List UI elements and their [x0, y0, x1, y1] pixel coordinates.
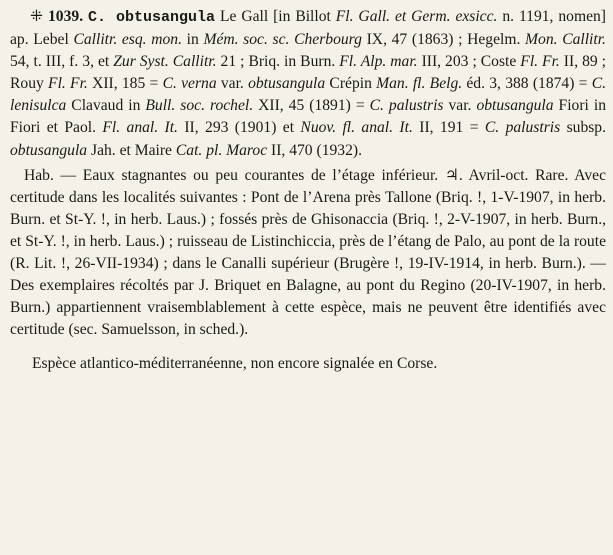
citation-text: 54, t. III, f. 3, et [10, 53, 114, 71]
citation-text: IX, 47 (1863) ; Hegelm. [361, 31, 526, 49]
citation-text: 21 ; Briq. in Burn. [216, 53, 340, 71]
citation-title: obtusangula [10, 141, 88, 159]
citation-title: obtusangula [476, 97, 554, 115]
citation-title: C. palustris [484, 119, 561, 137]
citation-title: Fl. Gall. et Germ. exsicc. [335, 8, 498, 25]
citation-text: var. [216, 75, 249, 93]
citation-text: Jah. et Maire [87, 141, 176, 159]
citation-title: Man. fl. Belg. [376, 75, 463, 93]
distribution-note: Espèce atlantico-méditerranéenne, non encore signalée en Corse. [32, 355, 438, 373]
taxon-marker: ⁜ [30, 8, 44, 25]
citation-text: var. [443, 97, 477, 115]
taxon-author: Le Gall [219, 8, 269, 25]
citation-title: Zur Syst. Callitr. [113, 53, 217, 71]
citation-title: C. verna [162, 75, 217, 93]
citation-text: [in Billot [273, 8, 336, 25]
citation-title: Mém. soc. sc. Cherbourg [203, 31, 362, 49]
citation-text: XII, 185 = [87, 75, 163, 93]
citation-title: Fl. Fr. [520, 53, 560, 71]
citation-text: in [181, 31, 204, 49]
citation-title: C. palustris [369, 97, 444, 115]
citation-title: Fl. Fr. [48, 75, 88, 93]
citation-title: Callitr. esq. mon. [73, 31, 182, 49]
citation-title: Fl. anal. It. [102, 119, 178, 137]
citation-text: III, 203 ; Coste [417, 53, 521, 71]
citation-title: Fl. Alp. mar. [339, 53, 418, 71]
citation-text: II, 191 = [412, 119, 485, 137]
citation-title: C. lenisulca [10, 75, 607, 115]
citation-title: obtusangula [248, 75, 326, 93]
citation-text: Clavaud in [66, 97, 146, 115]
citation-title: Bull. soc. rochel. [145, 97, 254, 115]
habitat-paragraph: Hab. — Eaux stagnantes ou peu courantes de l’étage inférieur. ♃. Avril-oct. Rare. Avec certitude dans les localités suivantes : Pont de l’Arena près Tallone (Briq. !, 1-V-1907, in herb. Burn. et St-Y. !, in herb. Laus.) ; fossés près de Ghisonaccia (Briq. !, 2-V-1907, in herb. Burn., et St-Y. !, in herb. Laus.) ; ruisseau de Listinchiccia, près de l’étang de Palo, au pont de la route (R. Lit. !, 26-VII-1934) ; dans le Canalli supérieur (Brugère !, 19-IV-1914, in herb. Burn.). — Des exemplaires récoltés par J. Briquet en Balagne, au pont du Regino (20-IV-1907, in herb. Burn.) appartiennent vraisemblablement à cette espèce, mais ne peuvent être identifiés avec certitude (sec. Samuelsson, in sched.). [10, 166, 606, 339]
taxon-citations [10, 8, 606, 159]
citation-title: Mon. Callitr. [525, 31, 606, 49]
citation-text: XII, 45 (1891) = [253, 97, 370, 115]
citation-title: Cat. pl. Maroc [175, 141, 268, 159]
citation-text: II, 470 (1932). [267, 141, 362, 159]
citation-text: éd. 3, 388 (1874) = [462, 75, 592, 93]
citation-text: Crépin [325, 75, 377, 93]
citation-text: Fiori in Fiori et Paol. [10, 97, 606, 137]
citation-text: II, 293 (1901) et [177, 119, 301, 137]
citation-text: II, 89 ; Rouy [10, 53, 607, 93]
citation-title: Nuov. fl. anal. It. [300, 119, 413, 137]
taxon-number: 1039. [48, 8, 84, 25]
taxon-name: C. obtusangula [88, 9, 216, 26]
citation-text: subsp. [560, 119, 607, 137]
taxon-entry [10, 6, 606, 162]
citation-text: n. 1191, nomen] ap. Lebel [10, 8, 606, 49]
